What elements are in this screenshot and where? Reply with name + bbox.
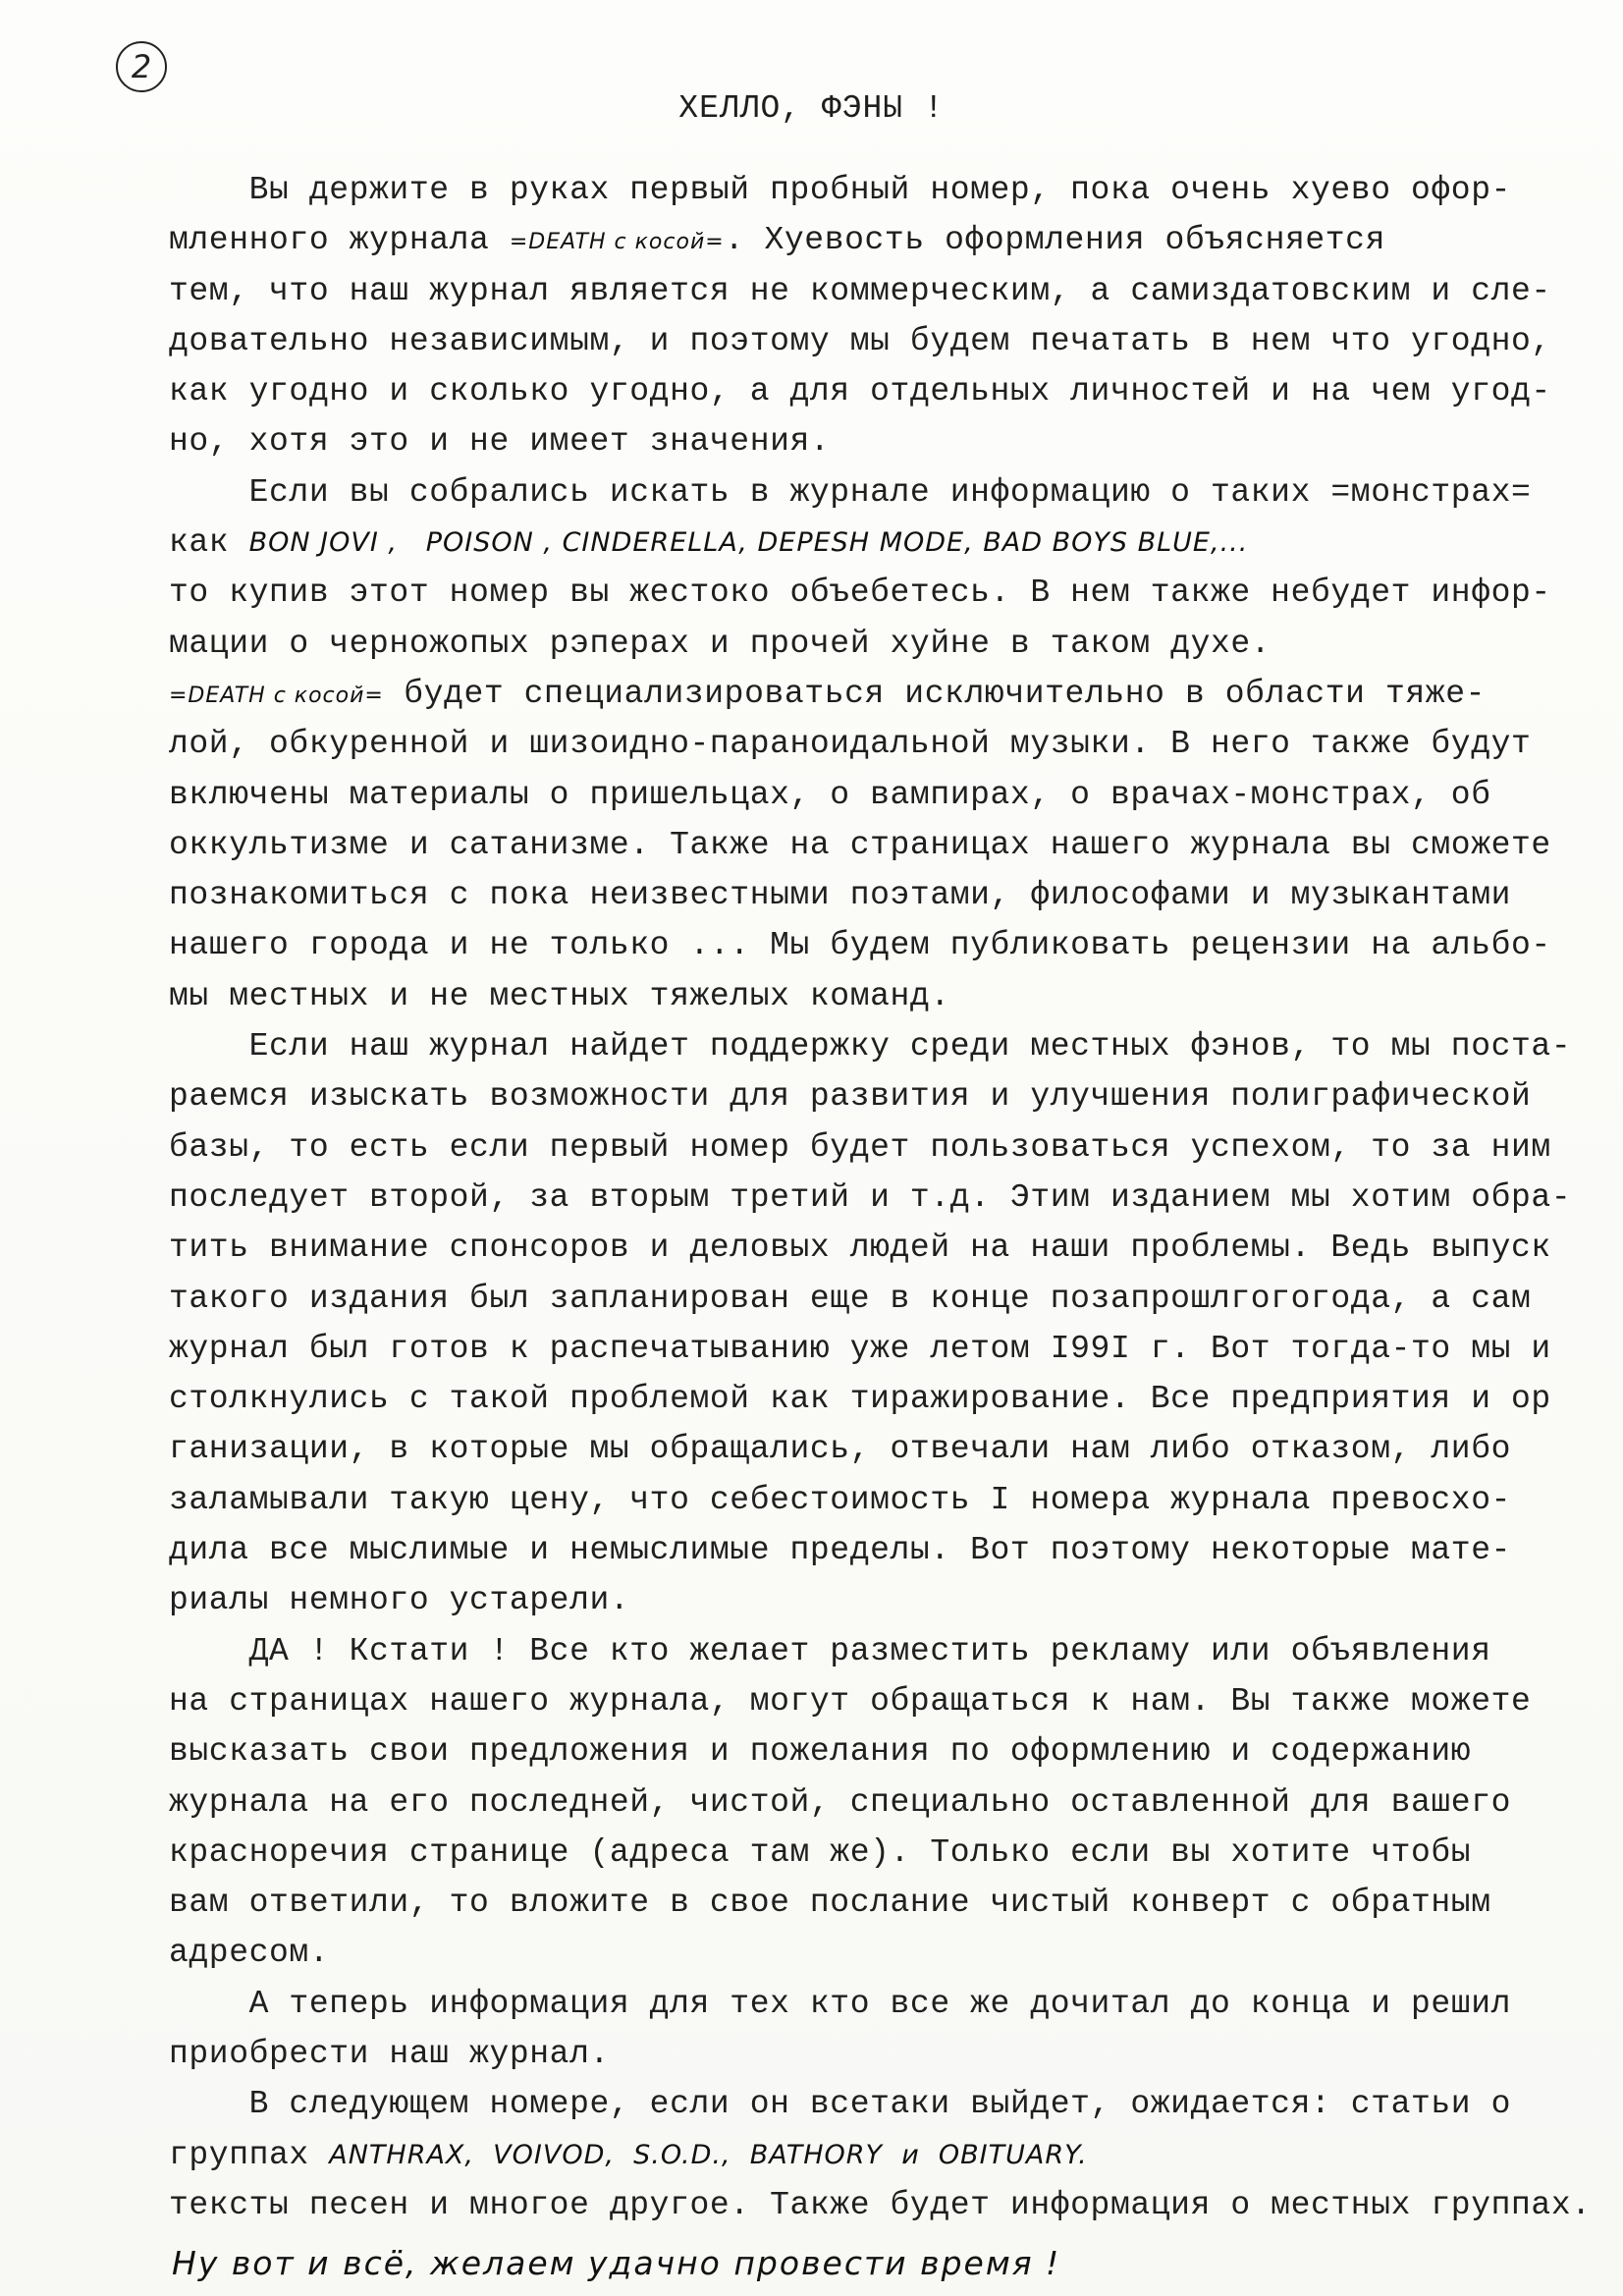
text-line: высказать свои предложения и пожелания по оформлению и содержанию <box>169 1733 1472 1771</box>
text-line: вам ответили, то вложите в свое послание чистый конверт с обратным <box>169 1885 1491 1922</box>
text-line: А теперь информация для тех кто все же дочитал до конца и решил <box>169 1985 1512 2022</box>
text-line: тексты песен и многое другое. Также будет информация о местных группах. <box>169 2186 1592 2223</box>
page-number: 2 <box>116 41 167 92</box>
text-line: довательно независимым, и поэтому мы будем печатать в нем что угодно, <box>169 322 1551 359</box>
body-text <box>169 165 1592 2230</box>
typed-text: будет специализироваться исключительно в области тяже- <box>383 675 1487 712</box>
text-line: дила все мыслимые и немыслимые пределы. Вот поэтому некоторые мате- <box>169 1532 1512 1569</box>
text-line: мы местных и не местных тяжелых команд. <box>169 977 950 1014</box>
text-line: ДА ! Кстати ! Все кто желает разместить рекламу или объявления <box>169 1632 1491 1669</box>
text-line <box>169 518 1543 568</box>
handwritten-insert: ANTHRAX, VOIVOD, S.O.D., BATHORY и OBITUARY. <box>329 2139 1088 2170</box>
text-line: базы, то есть если первый номер будет пользоваться успехом, то за ним <box>169 1128 1551 1166</box>
text-line: ганизации, в которые мы обращались, отвечали нам либо отказом, либо <box>169 1431 1512 1468</box>
text-line: лой, обкуренной и шизоидно-параноидальной музыки. В него также будут <box>169 726 1532 763</box>
text-line <box>169 215 1543 265</box>
handwritten-insert: =DEATH с косой= <box>169 683 384 708</box>
text-line: но, хотя это и не имеет значения. <box>169 423 831 461</box>
text-line: адресом. <box>169 1935 330 1972</box>
text-line: Вы держите в руках первый пробный номер, пока очень хуево офор- <box>169 172 1512 208</box>
text-line: нашего города и не только ... Мы будем публиковать рецензии на альбо- <box>169 927 1551 964</box>
handwritten-insert: BON JOVI , POISON , CINDERELLA, DEPESH MODE, BAD BOYS BLUE,... <box>248 527 1249 559</box>
text-line: тить внимание спонсоров и деловых людей на наши проблемы. Ведь выпуск <box>169 1230 1551 1267</box>
page-title: ХЕЛЛО, ФЭНЫ ! <box>678 90 945 127</box>
text-line: то купив этот номер вы жестоко объебетесь. В нем также небудет инфор- <box>169 574 1551 612</box>
text-line: как угодно и сколько угодно, а для отдельных личностей и на чем угод- <box>169 373 1551 410</box>
typed-text: как <box>169 524 249 562</box>
typed-text: мленного журнала <box>169 222 510 259</box>
text-line: мации о черножопых рэперах и прочей хуйне в таком духе. <box>169 625 1271 662</box>
typed-text: группах <box>169 2136 330 2173</box>
typed-text: . Хуевость оформления объясняется <box>724 222 1385 259</box>
text-line: оккультизме и сатанизме. Также на страницах нашего журнала вы сможете <box>169 826 1551 863</box>
text-line: последует второй, за вторым третий и т.д. Этим изданием мы хотим обра- <box>169 1178 1572 1216</box>
text-line: познакомиться с пока неизвестными поэтами, философами и музыкантами <box>169 877 1512 914</box>
handwritten-closing: Ну вот и всё, желаем удачно провести время ! <box>172 2244 1061 2282</box>
text-line: на страницах нашего журнала, могут обращаться к нам. Вы также можете <box>169 1682 1532 1720</box>
text-line: Если наш журнал найдет поддержку среди местных фэнов, то мы поста- <box>169 1028 1572 1066</box>
text-line: приобрести наш журнал. <box>169 2035 610 2072</box>
text-line: В следующем номере, если он всетаки выйдет, ожидается: статьи о <box>169 2086 1512 2123</box>
text-line <box>169 2130 1543 2180</box>
text-line: заламывали такую цену, что себестоимость I номера журнала превосхо- <box>169 1481 1512 1518</box>
text-line <box>169 669 1543 719</box>
text-line: журнал был готов к распечатыванию уже летом I99I г. Вот тогда-то мы и <box>169 1330 1551 1367</box>
text-line: тем, что наш журнал является не коммерческим, а самиздатовским и сле- <box>169 272 1551 309</box>
text-line: столкнулись с такой проблемой как тиражирование. Все предприятия и ор <box>169 1381 1551 1418</box>
text-line: Если вы собрались искать в журнале информацию о таких =монстрах= <box>169 473 1532 511</box>
text-line: риалы немного устарели. <box>169 1582 630 1619</box>
text-line: журнала на его последней, чистой, специально оставленной для вашего <box>169 1783 1512 1821</box>
text-line: раемся изыскать возможности для развития и улучшения полиграфической <box>169 1078 1532 1116</box>
text-line: включены материалы о пришельцах, о вампирах, о врачах-монстрах, об <box>169 776 1491 813</box>
text-line: такого издания был запланирован еще в конце позапрошлгогогода, а сам <box>169 1280 1532 1317</box>
handwritten-insert: =DEATH с косой= <box>509 230 725 255</box>
text-line: красноречия странице (адреса там же). Только если вы хотите чтобы <box>169 1833 1472 1871</box>
